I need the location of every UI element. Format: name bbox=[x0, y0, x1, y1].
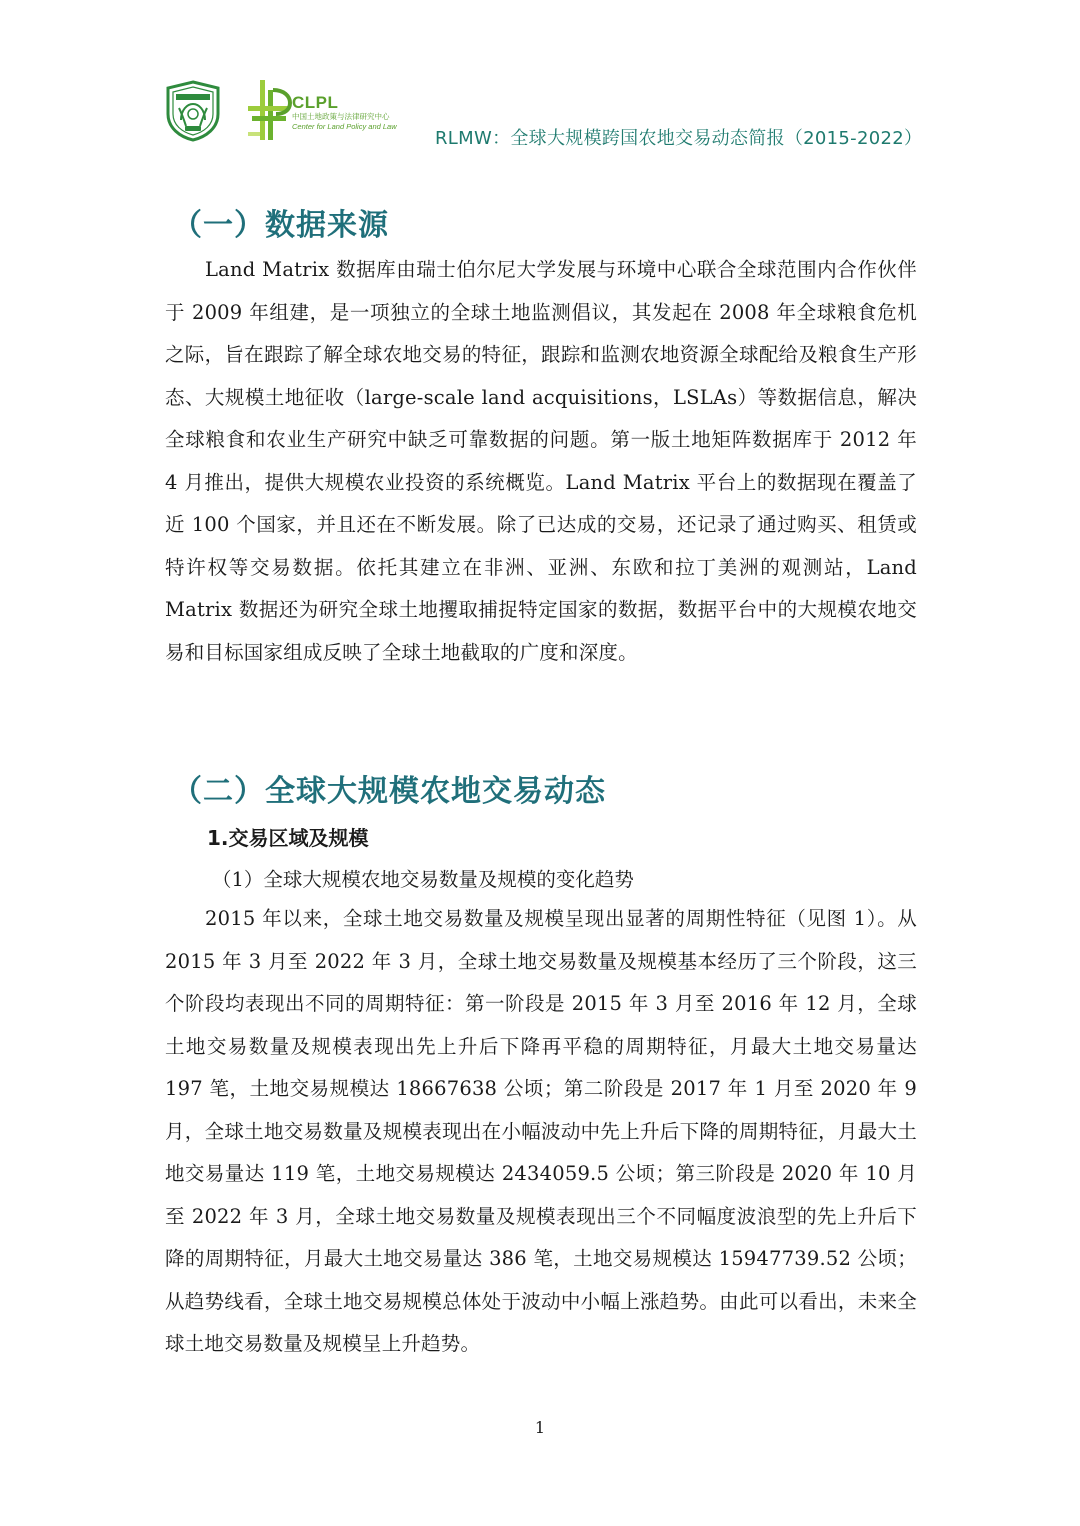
page-number: 1 bbox=[534, 1418, 546, 1437]
university-emblem-icon bbox=[162, 80, 224, 142]
page-header bbox=[0, 0, 1080, 160]
subsubheading-trend: （1）全球大规模农地交易数量及规模的变化趋势 bbox=[212, 868, 634, 891]
trend-paragraph: 2015 年以来，全球土地交易数量及规模呈现出显著的周期性特征（见图 1）。从 2015 年 3 月至 2022 年 3 月，全球土地交易数量及规模基本经历了三个阶段，这三个阶段均表现出不同的周期特征：第一阶段是 2015 年 3 月至 2016 年 12 月，全球土地交易数量及规模表现出先上升后下降再平稳的周期特征，月最大土地交易量达 197 笔，土地交易规模达 18667638 公顷；第二阶段是 2017 年 1 月至 2020 年 9 月，全球土地交易数量及规模表现出在小幅波动中先上升后下降的周期特征，月最大土地交易量达 119 笔，土地交易规模达 2434059.5 公顷；第三阶段是 2020 年 10 月至 2022 年 3 月，全球土地交易数量及规模表现出三个不同幅度波浪型的先上升后下降的周期特征，月最大土地交易量达 386 笔，土地交易规模达 15947739.52 公顷；从趋势线看，全球土地交易规模总体处于波动中小幅上涨趋势。由此可以看出，未来全球土地交易数量及规模呈上升趋势。 bbox=[165, 907, 917, 1355]
clpl-wordmark bbox=[292, 94, 397, 131]
document-running-title: RLMW：全球大规模跨国农地交易动态简报（2015-2022） bbox=[435, 128, 923, 149]
clpl-english-name: Center for Land Policy and Law bbox=[292, 122, 397, 131]
clpl-chinese-name: 中国土地政策与法律研究中心 bbox=[292, 112, 390, 121]
clpl-abbreviation: CLPL bbox=[292, 93, 339, 112]
section-heading-global-trends: （二）全球大规模农地交易动态 bbox=[172, 774, 606, 809]
subheading-trade-region-scale: 1.交易区域及规模 bbox=[207, 826, 369, 850]
data-source-paragraph: Land Matrix 数据库由瑞士伯尔尼大学发展与环境中心联合全球范围内合作伙伴于 2009 年组建，是一项独立的全球土地监测倡议，其发起在 2008 年全球粮食危机之际，旨在跟踪了解全球农地交易的特征，跟踪和监测农地资源全球配给及粮食生产形态、大规模土地征收（large-scale land acquisitions，LSLAs）等数据信息，解决全球粮食和农业生产研究中缺乏可靠数据的问题。第一版土地矩阵数据库于 2012 年 4 月推出，提供大规模农业投资的系统概览。Land Matrix 平台上的数据现在覆盖了近 100 个国家，并且还在不断发展。除了已达成的交易，还记录了通过购买、租赁或特许权等交易数据。依托其建立在非洲、亚洲、东欧和拉丁美洲的观测站，Land Matrix 数据还为研究全球土地攫取捕捉特定国家的数据，数据平台中的大规模农地交易和目标国家组成反映了全球土地截取的广度和深度。 bbox=[165, 258, 917, 664]
section-heading-data-source: （一）数据来源 bbox=[172, 208, 389, 243]
clpl-logo-icon bbox=[246, 76, 294, 144]
